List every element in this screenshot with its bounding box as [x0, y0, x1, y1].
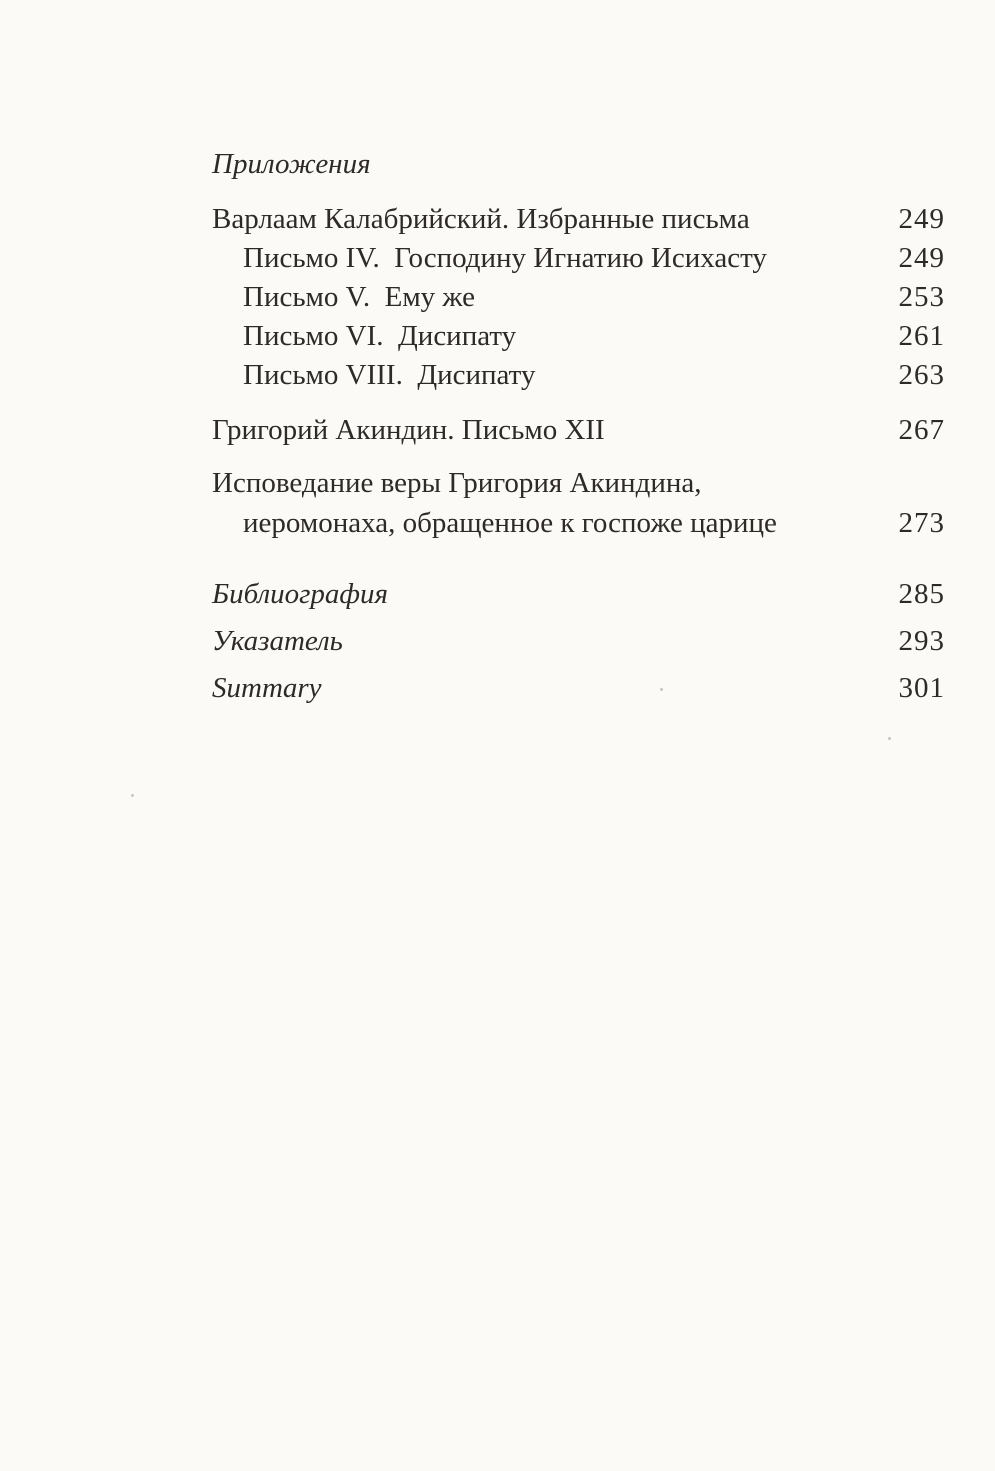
paper-speck	[131, 794, 134, 797]
toc-entry-title-continuation: иеромонаха, обращенное к госпоже царице	[243, 507, 777, 539]
toc-entry-title: Варлаам Калабрийский. Избранные письма	[212, 203, 750, 235]
toc-entry-page: 273	[898, 507, 945, 539]
toc-entry-title: Библиография	[212, 578, 388, 610]
toc-entry-title: Исповедание веры Григория Акиндина,	[212, 467, 702, 499]
toc-entry-page: 301	[898, 672, 945, 704]
toc-entry-page: 253	[898, 281, 945, 313]
paper-speck	[888, 737, 891, 740]
toc-entry-page: 261	[898, 320, 945, 352]
toc-entry-page: 293	[898, 625, 945, 657]
toc-entry-title: Summary	[212, 672, 322, 704]
paper-speck	[660, 688, 663, 691]
toc-entry-page: 249	[898, 203, 945, 235]
toc-entry-page: 285	[898, 578, 945, 610]
toc-entry-title: Указатель	[212, 625, 343, 657]
toc-entry-page: 267	[898, 414, 945, 446]
toc-entry-title: Письмо IV. Господину Игнатию Исихасту	[243, 242, 767, 274]
toc-entry-title: Григорий Акиндин. Письмо XII	[212, 414, 605, 446]
toc-entry-page: 263	[898, 359, 945, 391]
section-heading-text: Приложения	[212, 148, 371, 180]
toc-entry-title: Письмо V. Ему же	[243, 281, 475, 313]
toc-entry-title: Письмо VI. Дисипату	[243, 320, 517, 352]
toc-entry-page: 249	[898, 242, 945, 274]
toc-entry-title: Письмо VIII. Дисипату	[243, 359, 536, 391]
